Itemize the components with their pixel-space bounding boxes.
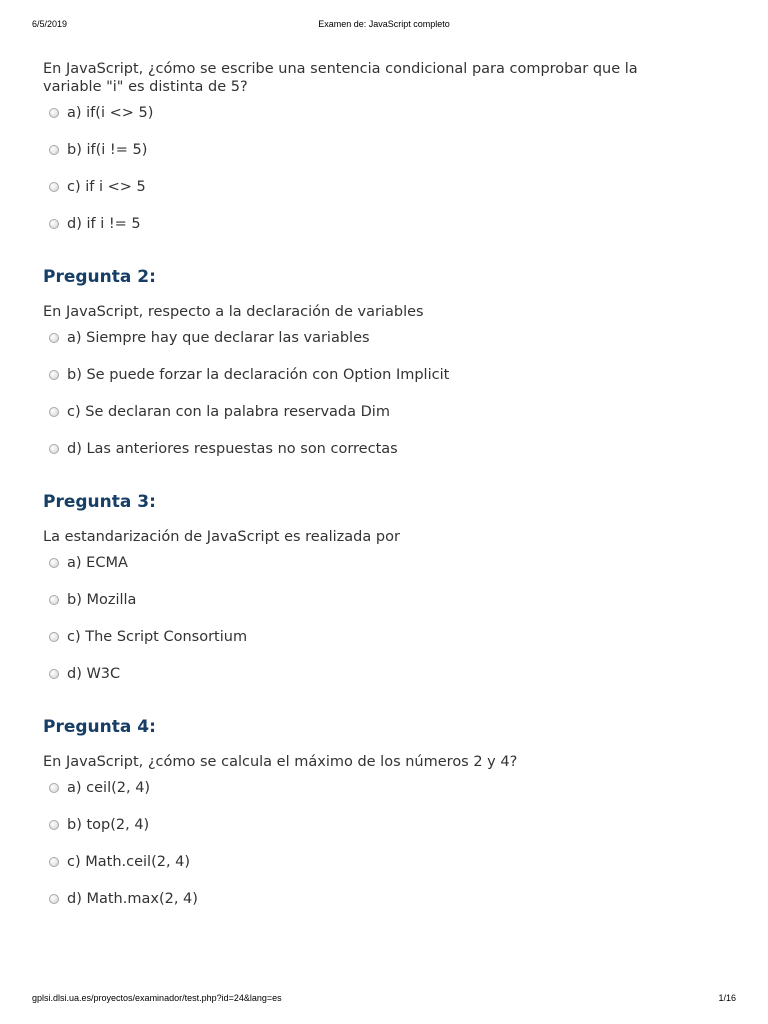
radio-button[interactable] bbox=[49, 444, 59, 454]
option-label: a) ceil(2, 4) bbox=[67, 780, 151, 796]
print-date: 6/5/2019 bbox=[32, 19, 68, 29]
option-label: c) The Script Consortium bbox=[67, 629, 248, 645]
answer-option[interactable] bbox=[43, 665, 683, 702]
print-footer bbox=[32, 993, 736, 1005]
answer-options bbox=[43, 554, 683, 702]
radio-button[interactable] bbox=[49, 182, 59, 192]
option-label: b) top(2, 4) bbox=[67, 817, 150, 833]
print-header bbox=[32, 19, 736, 31]
radio-button[interactable] bbox=[49, 595, 59, 605]
exam-content bbox=[43, 60, 683, 927]
option-label: b) Mozilla bbox=[67, 592, 137, 608]
question-title: Pregunta 3: bbox=[43, 492, 156, 512]
radio-button[interactable] bbox=[49, 558, 59, 568]
option-label: a) ECMA bbox=[67, 555, 128, 571]
option-label: a) Siempre hay que declarar las variables bbox=[67, 330, 370, 346]
radio-button[interactable] bbox=[49, 145, 59, 155]
question-4 bbox=[43, 716, 683, 927]
print-url: gplsi.dlsi.ua.es/proyectos/examinador/test.php?id=24&lang=es bbox=[32, 993, 282, 1003]
question-text: En JavaScript, respecto a la declaración de variables bbox=[43, 304, 424, 320]
radio-button[interactable] bbox=[49, 632, 59, 642]
radio-button[interactable] bbox=[49, 407, 59, 417]
answer-options bbox=[43, 104, 683, 252]
question-text: En JavaScript, ¿cómo se escribe una sentencia condicional para comprobar que la variable "i" es distinta de 5? bbox=[43, 61, 638, 95]
radio-button[interactable] bbox=[49, 669, 59, 679]
option-label: d) W3C bbox=[67, 666, 121, 682]
answer-option[interactable] bbox=[43, 104, 683, 141]
question-title: Pregunta 4: bbox=[43, 717, 156, 737]
page-number: 1/16 bbox=[718, 993, 736, 1003]
question-2 bbox=[43, 266, 683, 477]
answer-option[interactable] bbox=[43, 141, 683, 178]
answer-option[interactable] bbox=[43, 329, 683, 366]
option-label: b) if(i != 5) bbox=[67, 142, 148, 158]
answer-option[interactable] bbox=[43, 366, 683, 403]
answer-option[interactable] bbox=[43, 554, 683, 591]
option-label: c) if i <> 5 bbox=[67, 179, 146, 195]
option-label: d) Las anteriores respuestas no son correctas bbox=[67, 441, 398, 457]
answer-option[interactable] bbox=[43, 591, 683, 628]
option-label: c) Math.ceil(2, 4) bbox=[67, 854, 191, 870]
answer-option[interactable] bbox=[43, 853, 683, 890]
print-title: Examen de: JavaScript completo bbox=[318, 19, 450, 29]
question-title: Pregunta 2: bbox=[43, 267, 156, 287]
answer-option[interactable] bbox=[43, 215, 683, 252]
radio-button[interactable] bbox=[49, 820, 59, 830]
radio-button[interactable] bbox=[49, 108, 59, 118]
question-text: La estandarización de JavaScript es realizada por bbox=[43, 529, 400, 545]
radio-button[interactable] bbox=[49, 370, 59, 380]
radio-button[interactable] bbox=[49, 333, 59, 343]
answer-option[interactable] bbox=[43, 178, 683, 215]
option-label: c) Se declaran con la palabra reservada Dim bbox=[67, 404, 390, 420]
question-3 bbox=[43, 491, 683, 702]
option-label: b) Se puede forzar la declaración con Option Implicit bbox=[67, 367, 450, 383]
answer-options bbox=[43, 779, 683, 927]
answer-options bbox=[43, 329, 683, 477]
answer-option[interactable] bbox=[43, 779, 683, 816]
answer-option[interactable] bbox=[43, 890, 683, 927]
radio-button[interactable] bbox=[49, 783, 59, 793]
option-label: d) Math.max(2, 4) bbox=[67, 891, 198, 907]
radio-button[interactable] bbox=[49, 894, 59, 904]
answer-option[interactable] bbox=[43, 628, 683, 665]
question-1 bbox=[43, 60, 683, 252]
answer-option[interactable] bbox=[43, 816, 683, 853]
question-text: En JavaScript, ¿cómo se calcula el máximo de los números 2 y 4? bbox=[43, 754, 518, 770]
answer-option[interactable] bbox=[43, 403, 683, 440]
answer-option[interactable] bbox=[43, 440, 683, 477]
radio-button[interactable] bbox=[49, 219, 59, 229]
option-label: d) if i != 5 bbox=[67, 216, 141, 232]
option-label: a) if(i <> 5) bbox=[67, 105, 154, 121]
radio-button[interactable] bbox=[49, 857, 59, 867]
